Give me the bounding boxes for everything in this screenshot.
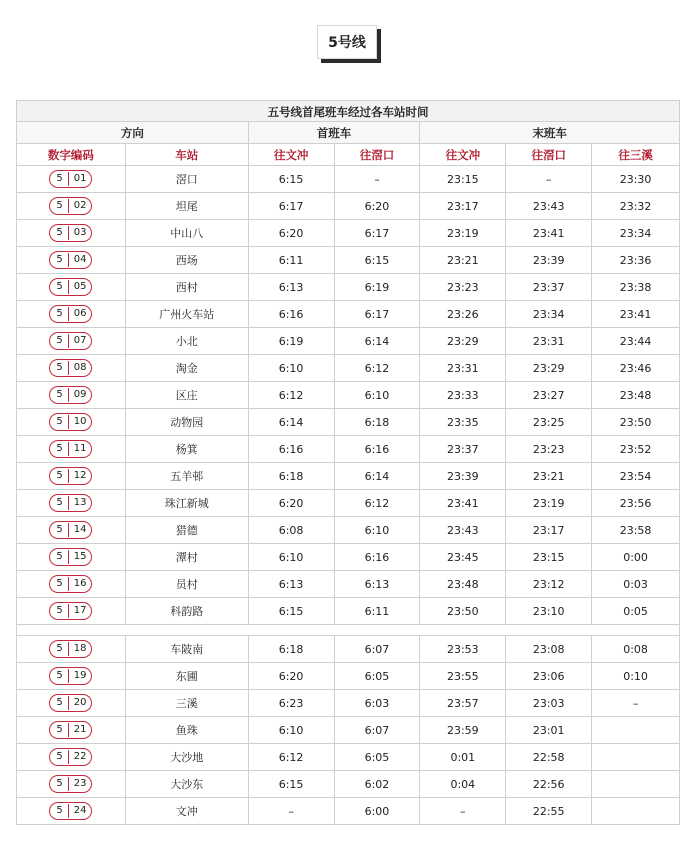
first-to-wenchong: 6:15 <box>249 166 335 193</box>
station-code-badge <box>49 251 92 269</box>
line-number: 5 <box>56 389 63 400</box>
col-last-jiaokou-header: 往滘口 <box>506 144 592 166</box>
station-code-badge <box>49 575 92 593</box>
table-row <box>16 166 680 193</box>
table-row <box>16 274 680 301</box>
first-to-jiaokou: – <box>335 166 421 193</box>
first-to-jiaokou: 6:12 <box>335 490 421 517</box>
first-to-wenchong: 6:20 <box>249 220 335 247</box>
station-number: 24 <box>68 804 92 818</box>
last-to-jiaokou: 23:23 <box>506 436 592 463</box>
last-to-jiaokou: 23:08 <box>506 636 592 663</box>
last-to-jiaokou: 23:41 <box>506 220 592 247</box>
last-to-wenchong: 23:17 <box>420 193 506 220</box>
last-to-sanxi: 23:50 <box>592 409 680 436</box>
last-to-wenchong: 23:39 <box>420 463 506 490</box>
first-to-jiaokou: 6:11 <box>335 598 421 625</box>
station-number: 21 <box>68 723 92 737</box>
last-to-sanxi: 0:05 <box>592 598 680 625</box>
table-row <box>16 409 680 436</box>
table-row <box>16 220 680 247</box>
table-row <box>16 355 680 382</box>
station-name: 坦尾 <box>126 193 249 220</box>
station-code-cell <box>17 490 126 517</box>
station-code-cell <box>17 409 126 436</box>
first-to-jiaokou: 6:05 <box>335 663 421 690</box>
station-name: 小北 <box>126 328 249 355</box>
last-to-sanxi <box>592 798 680 825</box>
first-to-jiaokou: 6:16 <box>335 544 421 571</box>
last-to-wenchong: 23:57 <box>420 690 506 717</box>
station-number: 08 <box>68 361 92 375</box>
station-number: 20 <box>68 696 92 710</box>
station-number: 14 <box>68 523 92 537</box>
station-code-badge <box>49 440 92 458</box>
line-number: 5 <box>56 335 63 346</box>
last-to-jiaokou: 23:10 <box>506 598 592 625</box>
station-code-badge <box>49 359 92 377</box>
table-row <box>16 690 680 717</box>
station-code-cell <box>17 544 126 571</box>
station-number: 12 <box>68 469 92 483</box>
last-to-sanxi <box>592 771 680 798</box>
station-name: 珠江新城 <box>126 490 249 517</box>
line-number: 5 <box>56 227 63 238</box>
table-row <box>16 571 680 598</box>
line-number: 5 <box>56 497 63 508</box>
table-row <box>16 771 680 798</box>
station-code-cell <box>17 193 126 220</box>
station-number: 15 <box>68 550 92 564</box>
table-body-b <box>16 636 680 825</box>
station-name: 广州火车站 <box>126 301 249 328</box>
table-row <box>16 744 680 771</box>
station-code-cell <box>17 220 126 247</box>
first-to-wenchong: 6:16 <box>249 301 335 328</box>
station-number: 01 <box>68 172 92 186</box>
first-to-wenchong: 6:10 <box>249 717 335 744</box>
last-to-sanxi: 23:52 <box>592 436 680 463</box>
station-code-cell <box>17 436 126 463</box>
station-code-cell <box>17 798 126 825</box>
line-number: 5 <box>56 254 63 265</box>
first-to-wenchong: 6:23 <box>249 690 335 717</box>
last-to-jiaokou: 23:34 <box>506 301 592 328</box>
first-to-jiaokou: 6:15 <box>335 247 421 274</box>
first-to-wenchong: 6:14 <box>249 409 335 436</box>
last-to-wenchong: 23:59 <box>420 717 506 744</box>
station-number: 10 <box>68 415 92 429</box>
last-to-sanxi: 0:03 <box>592 571 680 598</box>
line-number: 5 <box>56 173 63 184</box>
last-to-wenchong: 23:50 <box>420 598 506 625</box>
station-code-badge <box>49 721 92 739</box>
line-number: 5 <box>56 443 63 454</box>
last-to-sanxi: 23:32 <box>592 193 680 220</box>
station-code-badge <box>49 278 92 296</box>
station-number: 18 <box>68 642 92 656</box>
line-number: 5 <box>56 524 63 535</box>
last-to-sanxi: 23:38 <box>592 274 680 301</box>
first-to-wenchong: 6:20 <box>249 663 335 690</box>
column-header-row <box>16 144 680 166</box>
last-to-sanxi: 23:30 <box>592 166 680 193</box>
page-title: 5号线 <box>317 25 377 59</box>
station-name: 员村 <box>126 571 249 598</box>
last-to-sanxi: 0:08 <box>592 636 680 663</box>
station-name: 西场 <box>126 247 249 274</box>
line-number: 5 <box>56 605 63 616</box>
station-number: 03 <box>68 226 92 240</box>
station-number: 13 <box>68 496 92 510</box>
last-to-wenchong: 23:37 <box>420 436 506 463</box>
station-code-cell <box>17 517 126 544</box>
station-code-cell <box>17 382 126 409</box>
station-name: 鱼珠 <box>126 717 249 744</box>
first-to-jiaokou: 6:07 <box>335 636 421 663</box>
last-to-jiaokou: 23:06 <box>506 663 592 690</box>
table-row <box>16 328 680 355</box>
last-to-jiaokou: 23:03 <box>506 690 592 717</box>
first-train-header: 首班车 <box>249 122 421 144</box>
table-row <box>16 663 680 690</box>
station-number: 23 <box>68 777 92 791</box>
station-code-badge <box>49 386 92 404</box>
station-code-cell <box>17 598 126 625</box>
last-to-wenchong: 23:19 <box>420 220 506 247</box>
line-number: 5 <box>56 362 63 373</box>
first-to-wenchong: – <box>249 798 335 825</box>
first-to-wenchong: 6:18 <box>249 636 335 663</box>
last-to-sanxi: 23:56 <box>592 490 680 517</box>
last-to-jiaokou: 23:12 <box>506 571 592 598</box>
station-code-badge <box>49 305 92 323</box>
first-to-wenchong: 6:19 <box>249 328 335 355</box>
station-number: 02 <box>68 199 92 213</box>
station-code-badge <box>49 640 92 658</box>
last-to-jiaokou: 22:55 <box>506 798 592 825</box>
station-code-badge <box>49 224 92 242</box>
station-code-badge <box>49 170 92 188</box>
direction-header: 方向 <box>17 122 249 144</box>
station-code-badge <box>49 748 92 766</box>
first-to-wenchong: 6:08 <box>249 517 335 544</box>
last-to-sanxi: 23:41 <box>592 301 680 328</box>
station-code-cell <box>17 571 126 598</box>
first-to-wenchong: 6:20 <box>249 490 335 517</box>
col-first-jiaokou-header: 往滘口 <box>335 144 421 166</box>
station-code-badge <box>49 602 92 620</box>
station-name: 车陂南 <box>126 636 249 663</box>
station-code-cell <box>17 274 126 301</box>
line-number: 5 <box>56 805 63 816</box>
last-to-jiaokou: 23:19 <box>506 490 592 517</box>
last-to-jiaokou: 23:31 <box>506 328 592 355</box>
table-row <box>16 636 680 663</box>
table-row <box>16 301 680 328</box>
last-to-wenchong: 23:31 <box>420 355 506 382</box>
station-name: 滘口 <box>126 166 249 193</box>
last-to-wenchong: 23:48 <box>420 571 506 598</box>
table-row <box>16 717 680 744</box>
last-to-sanxi: 0:10 <box>592 663 680 690</box>
station-code-cell <box>17 463 126 490</box>
first-to-wenchong: 6:15 <box>249 598 335 625</box>
station-number: 04 <box>68 253 92 267</box>
last-to-sanxi: 23:48 <box>592 382 680 409</box>
first-to-jiaokou: 6:17 <box>335 301 421 328</box>
last-to-sanxi <box>592 717 680 744</box>
last-to-jiaokou: 23:37 <box>506 274 592 301</box>
station-code-cell <box>17 247 126 274</box>
line-number: 5 <box>56 751 63 762</box>
station-code-badge <box>49 413 92 431</box>
first-to-wenchong: 6:12 <box>249 744 335 771</box>
first-to-jiaokou: 6:13 <box>335 571 421 598</box>
line-number: 5 <box>56 551 63 562</box>
station-number: 06 <box>68 307 92 321</box>
last-to-wenchong: 23:23 <box>420 274 506 301</box>
station-code-badge <box>49 694 92 712</box>
station-number: 17 <box>68 604 92 618</box>
last-to-sanxi: 23:44 <box>592 328 680 355</box>
first-to-jiaokou: 6:02 <box>335 771 421 798</box>
station-code-cell <box>17 663 126 690</box>
col-station-header: 车站 <box>126 144 249 166</box>
last-to-sanxi: 23:58 <box>592 517 680 544</box>
station-number: 11 <box>68 442 92 456</box>
station-name: 淘金 <box>126 355 249 382</box>
station-code-cell <box>17 690 126 717</box>
station-number: 07 <box>68 334 92 348</box>
station-code-badge <box>49 775 92 793</box>
station-name: 中山八 <box>126 220 249 247</box>
last-to-jiaokou: 23:01 <box>506 717 592 744</box>
line-number: 5 <box>56 416 63 427</box>
last-to-sanxi: 23:36 <box>592 247 680 274</box>
first-to-wenchong: 6:16 <box>249 436 335 463</box>
first-to-jiaokou: 6:10 <box>335 382 421 409</box>
station-name: 三溪 <box>126 690 249 717</box>
last-to-jiaokou: 23:25 <box>506 409 592 436</box>
station-name: 大沙东 <box>126 771 249 798</box>
col-last-wenchong-header: 往文冲 <box>420 144 506 166</box>
station-number: 22 <box>68 750 92 764</box>
last-to-jiaokou: 23:29 <box>506 355 592 382</box>
last-to-wenchong: 23:55 <box>420 663 506 690</box>
station-code-cell <box>17 717 126 744</box>
station-name: 猎德 <box>126 517 249 544</box>
last-to-wenchong: 23:29 <box>420 328 506 355</box>
station-number: 05 <box>68 280 92 294</box>
station-code-cell <box>17 301 126 328</box>
station-code-cell <box>17 636 126 663</box>
table-row <box>16 798 680 825</box>
first-to-wenchong: 6:11 <box>249 247 335 274</box>
col-first-wenchong-header: 往文冲 <box>249 144 335 166</box>
station-name: 文冲 <box>126 798 249 825</box>
station-number: 16 <box>68 577 92 591</box>
table-row <box>16 463 680 490</box>
line-number: 5 <box>56 281 63 292</box>
station-code-cell <box>17 328 126 355</box>
table-row <box>16 517 680 544</box>
group-header-row <box>16 122 680 144</box>
last-to-wenchong: 23:45 <box>420 544 506 571</box>
first-to-wenchong: 6:10 <box>249 355 335 382</box>
station-code-cell <box>17 355 126 382</box>
station-code-cell <box>17 771 126 798</box>
last-to-wenchong: – <box>420 798 506 825</box>
first-to-jiaokou: 6:05 <box>335 744 421 771</box>
table-row <box>16 436 680 463</box>
first-to-jiaokou: 6:19 <box>335 274 421 301</box>
station-code-badge <box>49 802 92 820</box>
first-to-jiaokou: 6:00 <box>335 798 421 825</box>
first-to-wenchong: 6:12 <box>249 382 335 409</box>
station-name: 潭村 <box>126 544 249 571</box>
station-code-badge <box>49 494 92 512</box>
last-to-wenchong: 23:26 <box>420 301 506 328</box>
station-name: 动物园 <box>126 409 249 436</box>
first-to-jiaokou: 6:16 <box>335 436 421 463</box>
first-to-wenchong: 6:17 <box>249 193 335 220</box>
last-to-wenchong: 23:41 <box>420 490 506 517</box>
table-caption: 五号线首尾班车经过各车站时间 <box>16 100 680 122</box>
table-row <box>16 382 680 409</box>
first-to-jiaokou: 6:17 <box>335 220 421 247</box>
station-code-badge <box>49 332 92 350</box>
station-number: 09 <box>68 388 92 402</box>
col-code-header: 数字编码 <box>17 144 126 166</box>
first-to-wenchong: 6:15 <box>249 771 335 798</box>
last-to-jiaokou: 23:15 <box>506 544 592 571</box>
last-to-jiaokou: 23:43 <box>506 193 592 220</box>
section-gap <box>16 625 680 636</box>
last-to-wenchong: 0:01 <box>420 744 506 771</box>
last-to-jiaokou: 22:56 <box>506 771 592 798</box>
last-to-jiaokou: 23:27 <box>506 382 592 409</box>
last-to-wenchong: 23:35 <box>420 409 506 436</box>
first-to-wenchong: 6:13 <box>249 571 335 598</box>
table-row <box>16 490 680 517</box>
table-row <box>16 193 680 220</box>
first-to-jiaokou: 6:14 <box>335 328 421 355</box>
last-to-wenchong: 23:15 <box>420 166 506 193</box>
last-to-sanxi: 23:54 <box>592 463 680 490</box>
last-to-wenchong: 0:04 <box>420 771 506 798</box>
last-to-jiaokou: 23:17 <box>506 517 592 544</box>
last-to-sanxi: 0:00 <box>592 544 680 571</box>
first-to-wenchong: 6:13 <box>249 274 335 301</box>
last-to-jiaokou: 23:39 <box>506 247 592 274</box>
station-name: 区庄 <box>126 382 249 409</box>
first-to-wenchong: 6:10 <box>249 544 335 571</box>
station-code-badge <box>49 467 92 485</box>
station-code-badge <box>49 197 92 215</box>
last-to-wenchong: 23:33 <box>420 382 506 409</box>
last-to-wenchong: 23:21 <box>420 247 506 274</box>
last-to-jiaokou: – <box>506 166 592 193</box>
station-code-badge <box>49 667 92 685</box>
station-name: 杨箕 <box>126 436 249 463</box>
station-name: 东圃 <box>126 663 249 690</box>
station-number: 19 <box>68 669 92 683</box>
first-to-jiaokou: 6:10 <box>335 517 421 544</box>
first-to-jiaokou: 6:18 <box>335 409 421 436</box>
first-to-jiaokou: 6:20 <box>335 193 421 220</box>
last-to-sanxi <box>592 744 680 771</box>
line-number: 5 <box>56 697 63 708</box>
last-to-wenchong: 23:53 <box>420 636 506 663</box>
station-code-cell <box>17 166 126 193</box>
last-to-sanxi: 23:46 <box>592 355 680 382</box>
first-to-jiaokou: 6:14 <box>335 463 421 490</box>
line-number: 5 <box>56 643 63 654</box>
station-name: 五羊邨 <box>126 463 249 490</box>
col-last-sanxi-header: 往三溪 <box>592 144 680 166</box>
last-to-jiaokou: 23:21 <box>506 463 592 490</box>
timetable <box>16 100 680 825</box>
line-number: 5 <box>56 578 63 589</box>
line-number: 5 <box>56 670 63 681</box>
line-number: 5 <box>56 470 63 481</box>
station-code-badge <box>49 521 92 539</box>
first-to-jiaokou: 6:07 <box>335 717 421 744</box>
last-to-sanxi: 23:34 <box>592 220 680 247</box>
table-body-a <box>16 166 680 625</box>
line-number: 5 <box>56 308 63 319</box>
table-row <box>16 247 680 274</box>
first-to-wenchong: 6:18 <box>249 463 335 490</box>
line-number: 5 <box>56 778 63 789</box>
line-number: 5 <box>56 724 63 735</box>
station-name: 西村 <box>126 274 249 301</box>
last-to-sanxi: – <box>592 690 680 717</box>
station-code-badge <box>49 548 92 566</box>
line-number: 5 <box>56 200 63 211</box>
first-to-jiaokou: 6:03 <box>335 690 421 717</box>
table-row <box>16 598 680 625</box>
last-to-jiaokou: 22:58 <box>506 744 592 771</box>
last-to-wenchong: 23:43 <box>420 517 506 544</box>
station-name: 科韵路 <box>126 598 249 625</box>
station-name: 大沙地 <box>126 744 249 771</box>
table-row <box>16 544 680 571</box>
first-to-jiaokou: 6:12 <box>335 355 421 382</box>
last-train-header: 末班车 <box>420 122 680 144</box>
station-code-cell <box>17 744 126 771</box>
